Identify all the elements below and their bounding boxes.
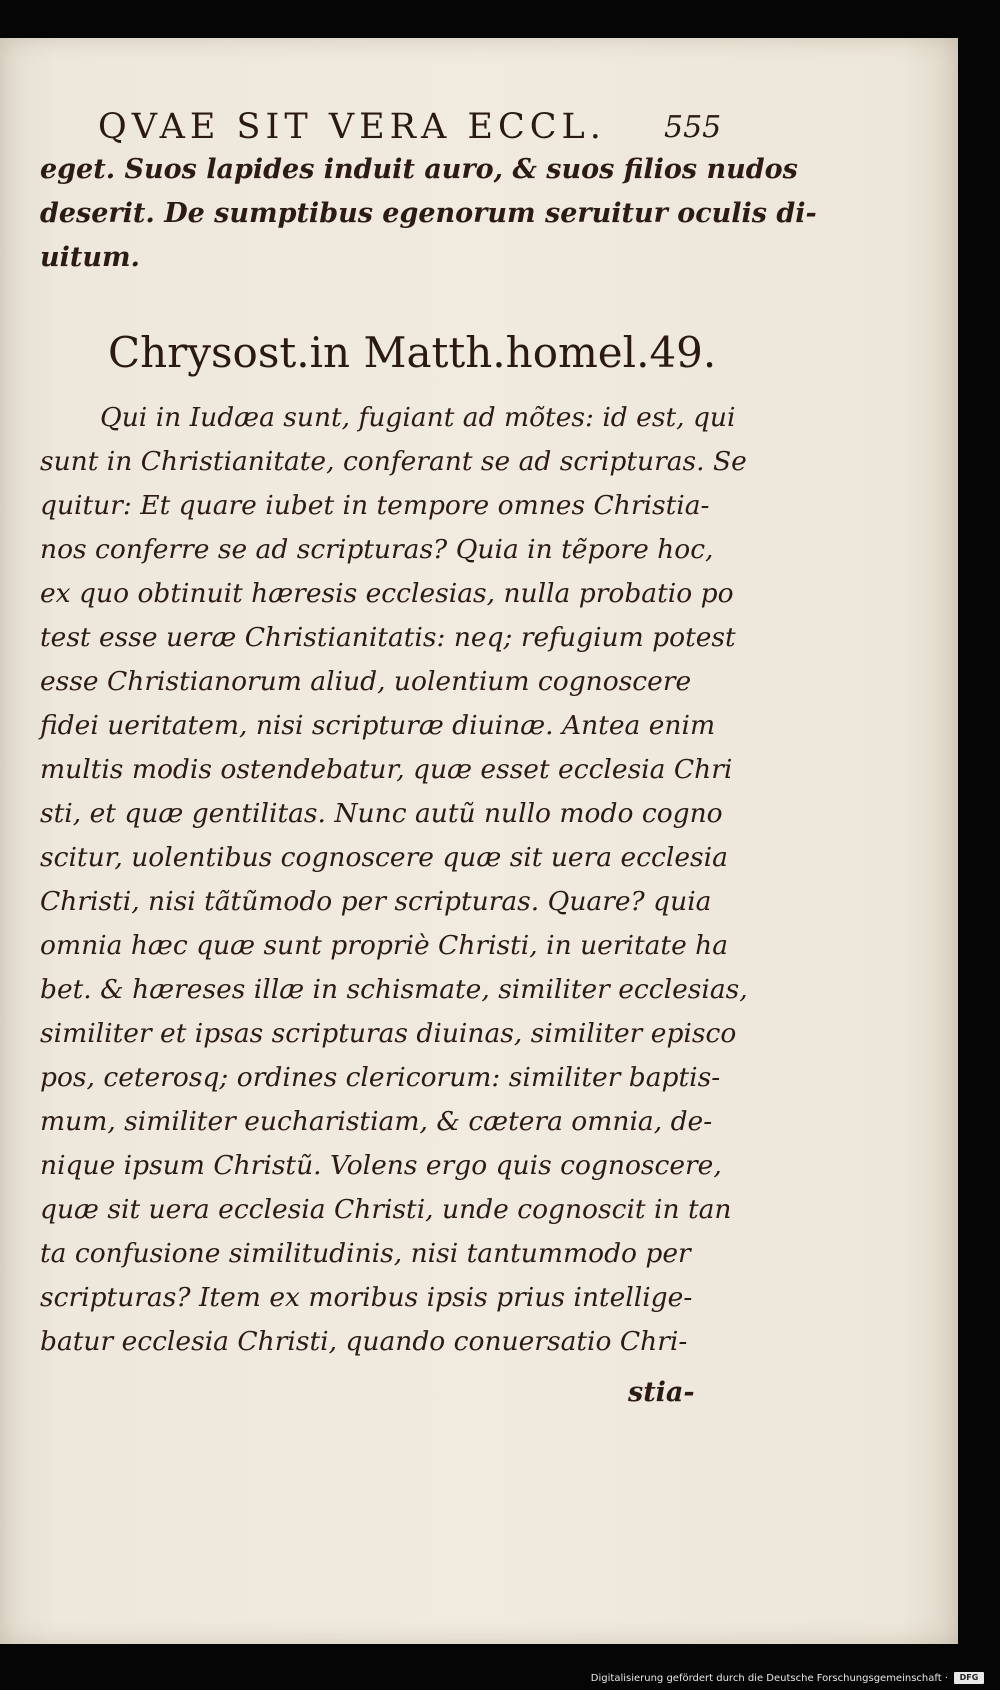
page-number: 555 [664,110,722,145]
text-line: Christi, nisi tãtũmodo per scripturas. Quare? quia [40,886,712,917]
text-line: Qui in Iudæa sunt, fugiant ad mõtes: id est, qui [100,402,736,433]
text-line: mum, similiter eucharistiam, & cætera omnia, de- [40,1106,713,1137]
dfg-logo-icon: DFG [954,1672,984,1684]
text-line: nos conferre se ad scripturas? Quia in tẽpore hoc, [40,534,714,565]
text-line: similiter et ipsas scripturas diuinas, similiter episco [40,1018,737,1049]
text-line: multis modis ostendebatur, quæ esset ecclesia Chri [40,754,733,785]
text-line: batur ecclesia Christi, quando conuersatio Chri- [40,1326,688,1357]
text-line: eget. Suos lapides induit auro, & suos filios nudos [40,154,798,185]
text-line: nique ipsum Christũ. Volens ergo quis cognoscere, [40,1150,722,1181]
text-line: bet. & hæreses illæ in schismate, similiter ecclesias, [40,974,748,1005]
continued-text-block [40,148,817,280]
section-heading: Chrysost.in Matth.homel.49. [108,328,717,377]
credit-text: Digitalisierung gefördert durch die Deutsche Forschungsgemeinschaft · [590,1672,948,1684]
text-line: scripturas? Item ex moribus ipsis prius intellige- [40,1282,693,1313]
text-line: scitur, uolentibus cognoscere quæ sit uera ecclesia [40,842,728,873]
text-line: uitum. [40,242,140,273]
text-line: ta confusione similitudinis, nisi tantummodo per [40,1238,691,1269]
text-line: fidei ueritatem, nisi scripturæ diuinæ. Antea enim [40,710,716,741]
digitization-credit [591,1670,984,1686]
text-line: ex quo obtinuit hæresis ecclesias, nulla probatio po [40,578,734,609]
text-line: test esse ueræ Christianitatis: neq; refugium potest [40,622,736,653]
text-line: omnia hæc quæ sunt propriè Christi, in ueritate ha [40,930,729,961]
text-line: deserit. De sumptibus egenorum seruitur oculis di- [40,198,817,229]
running-title: QVAE SIT VERA ECCL. [98,107,606,147]
text-line: sunt in Christianitate, conferant se ad scripturas. Se [40,446,747,477]
catchword: stia- [628,1377,695,1408]
main-text-block [40,396,748,1364]
text-line: quitur: Et quare iubet in tempore omnes Christia- [40,490,710,521]
text-line: quæ sit uera ecclesia Christi, unde cognoscit in tan [40,1194,732,1225]
text-line: pos, ceterosq; ordines clericorum: similiter baptis- [40,1062,721,1093]
text-line: esse Christianorum aliud, uolentium cognoscere [40,666,692,697]
text-line: sti, et quæ gentilitas. Nunc autũ nullo modo cogno [40,798,723,829]
